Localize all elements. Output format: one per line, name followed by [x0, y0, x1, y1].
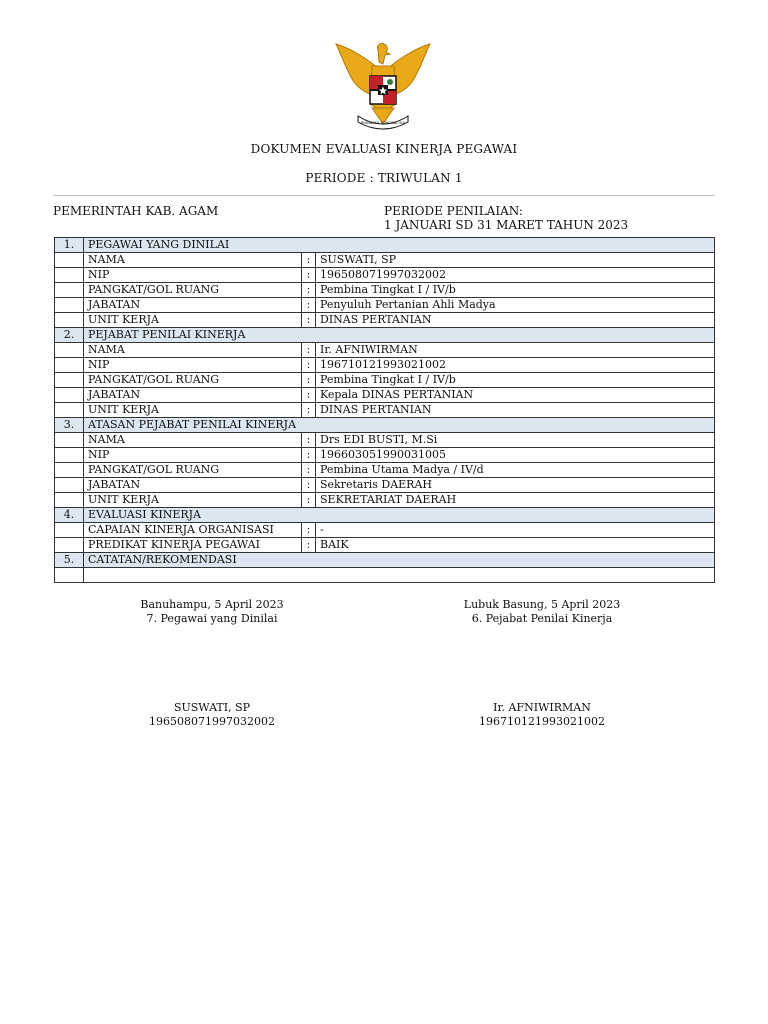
section-header-row: [55, 553, 715, 568]
signature-left-role: 7. Pegawai yang Dinilai: [146, 612, 278, 625]
signature-right-role: 6. Pejabat Penilai Kinerja: [471, 612, 613, 625]
notes-row: [55, 568, 715, 583]
field-label: NAMA: [84, 343, 302, 358]
field-label: JABATAN: [84, 298, 302, 313]
header-divider: [53, 195, 715, 196]
section-header-row: [55, 508, 715, 523]
table-row: [55, 433, 715, 448]
colon-separator: :: [302, 253, 316, 268]
table-row: [55, 268, 715, 283]
field-label: NAMA: [84, 433, 302, 448]
field-value: 196603051990031005: [316, 448, 715, 463]
evaluation-table: [54, 237, 715, 583]
institution-label: PEMERINTAH KAB. AGAM: [53, 204, 219, 218]
field-value: DINAS PERTANIAN: [316, 313, 715, 328]
section-number: 3.: [55, 418, 84, 433]
table-row: [55, 493, 715, 508]
field-value: Sekretaris DAERAH: [316, 478, 715, 493]
field-value: Drs EDI BUSTI, M.Si: [316, 433, 715, 448]
colon-separator: :: [302, 358, 316, 373]
field-label: UNIT KERJA: [84, 403, 302, 418]
section-title: PEGAWAI YANG DINILAI: [84, 238, 715, 253]
table-row: [55, 538, 715, 553]
colon-separator: :: [302, 388, 316, 403]
colon-separator: :: [302, 538, 316, 553]
signature-right-nip: 196710121993021002: [479, 715, 605, 728]
field-value: Penyuluh Pertanian Ahli Madya: [316, 298, 715, 313]
signature-left-name: SUSWATI, SP: [173, 701, 251, 714]
section-number: 1.: [55, 238, 84, 253]
field-value: Pembina Tingkat I / IV/b: [316, 373, 715, 388]
field-value: Ir. AFNIWIRMAN: [316, 343, 715, 358]
section-number: 2.: [55, 328, 84, 343]
colon-separator: :: [302, 433, 316, 448]
field-label: UNIT KERJA: [84, 493, 302, 508]
table-row: [55, 253, 715, 268]
field-label: NIP: [84, 448, 302, 463]
table-row: [55, 388, 715, 403]
section-number: 5.: [55, 553, 84, 568]
signature-right-place-date: Lubuk Basung, 5 April 2023: [463, 598, 621, 611]
colon-separator: :: [302, 523, 316, 538]
section-number: 4.: [55, 508, 84, 523]
field-value: 196508071997032002: [316, 268, 715, 283]
colon-separator: :: [302, 463, 316, 478]
colon-separator: :: [302, 313, 316, 328]
signature-left-place-date: Banuhampu, 5 April 2023: [140, 598, 284, 611]
field-value: BAIK: [316, 538, 715, 553]
table-row: [55, 298, 715, 313]
table-row: [55, 313, 715, 328]
colon-separator: :: [302, 268, 316, 283]
field-label: PREDIKAT KINERJA PEGAWAI: [84, 538, 302, 553]
signature-left-nip: 196508071997032002: [149, 715, 275, 728]
field-value: DINAS PERTANIAN: [316, 403, 715, 418]
signature-right-name: Ir. AFNIWIRMAN: [493, 701, 591, 714]
field-label: NIP: [84, 358, 302, 373]
field-value: SUSWATI, SP: [316, 253, 715, 268]
section-title: ATASAN PEJABAT PENILAI KINERJA: [84, 418, 715, 433]
colon-separator: :: [302, 478, 316, 493]
assessment-period-value: 1 JANUARI SD 31 MARET TAHUN 2023: [384, 218, 629, 232]
colon-separator: :: [302, 298, 316, 313]
notes-cell: [84, 568, 715, 583]
emblem-motto-text: BHINNEKA TUNGGAL IKA: [360, 121, 406, 125]
period-title: PERIODE : TRIWULAN 1: [305, 171, 463, 185]
section-title: CATATAN/REKOMENDASI: [84, 553, 715, 568]
table-row: [55, 463, 715, 478]
field-label: JABATAN: [84, 478, 302, 493]
section-header-row: [55, 418, 715, 433]
colon-separator: :: [302, 448, 316, 463]
table-row: [55, 373, 715, 388]
colon-separator: :: [302, 343, 316, 358]
section-header-row: [55, 328, 715, 343]
field-label: PANGKAT/GOL RUANG: [84, 283, 302, 298]
table-row: [55, 283, 715, 298]
field-label: PANGKAT/GOL RUANG: [84, 463, 302, 478]
table-row: [55, 523, 715, 538]
table-row: [55, 358, 715, 373]
garuda-emblem-icon: [332, 42, 434, 132]
table-row: [55, 478, 715, 493]
field-label: NAMA: [84, 253, 302, 268]
section-header-row: [55, 238, 715, 253]
field-value: Pembina Utama Madya / IV/d: [316, 463, 715, 478]
colon-separator: :: [302, 493, 316, 508]
field-value: -: [316, 523, 715, 538]
assessment-period-label: PERIODE PENILAIAN:: [384, 204, 523, 218]
table-row: [55, 403, 715, 418]
document-title: DOKUMEN EVALUASI KINERJA PEGAWAI: [250, 142, 518, 156]
field-value: 196710121993021002: [316, 358, 715, 373]
field-value: Pembina Tingkat I / IV/b: [316, 283, 715, 298]
field-value: SEKRETARIAT DAERAH: [316, 493, 715, 508]
colon-separator: :: [302, 283, 316, 298]
field-label: PANGKAT/GOL RUANG: [84, 373, 302, 388]
field-label: NIP: [84, 268, 302, 283]
colon-separator: :: [302, 373, 316, 388]
section-title: EVALUASI KINERJA: [84, 508, 715, 523]
section-title: PEJABAT PENILAI KINERJA: [84, 328, 715, 343]
field-label: JABATAN: [84, 388, 302, 403]
field-label: CAPAIAN KINERJA ORGANISASI: [84, 523, 302, 538]
field-value: Kepala DINAS PERTANIAN: [316, 388, 715, 403]
table-row: [55, 343, 715, 358]
table-row: [55, 448, 715, 463]
colon-separator: :: [302, 403, 316, 418]
field-label: UNIT KERJA: [84, 313, 302, 328]
